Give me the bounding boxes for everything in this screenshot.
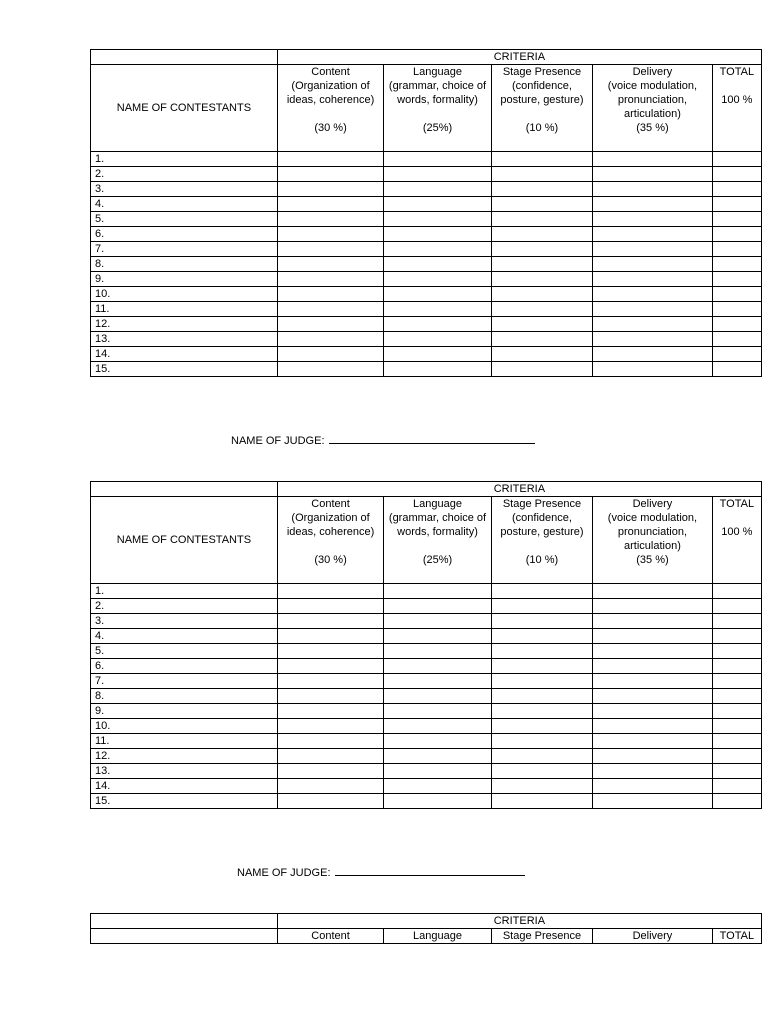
content-score-cell[interactable] (277, 584, 383, 599)
contestant-row (91, 599, 762, 614)
total-score-cell[interactable] (712, 734, 761, 749)
stage-score-cell[interactable] (491, 152, 592, 167)
contestant-row (91, 614, 762, 629)
language-header (384, 65, 491, 152)
language-score-cell[interactable] (384, 197, 491, 212)
stage-score-cell[interactable] (491, 287, 592, 302)
total-title: TOTAL (712, 929, 761, 944)
total-score-cell[interactable] (712, 167, 761, 182)
judge-label: NAME OF JUDGE: (231, 435, 325, 447)
language-score-cell[interactable] (384, 317, 491, 332)
contestant-row (91, 332, 762, 347)
total-score-cell[interactable] (712, 749, 761, 764)
score-sheet-1 (90, 49, 762, 377)
contestant-row (91, 227, 762, 242)
contestant-row (91, 584, 762, 599)
stage-score-cell[interactable] (491, 257, 592, 272)
delivery-title: Delivery (632, 66, 673, 78)
language-score-cell[interactable] (384, 599, 491, 614)
contestant-name-cell[interactable]: 6. (91, 659, 278, 674)
contestant-row (91, 317, 762, 332)
total-score-cell[interactable] (712, 704, 761, 719)
delivery-score-cell[interactable] (593, 227, 713, 242)
language-score-cell[interactable] (384, 332, 491, 347)
stage-score-cell[interactable] (491, 362, 592, 377)
contestant-row (91, 167, 762, 182)
total-score-cell[interactable] (712, 794, 761, 809)
language-title: Language (384, 929, 491, 944)
language-score-cell[interactable] (384, 167, 491, 182)
delivery-desc: (voice modulation, pronunciation, articulation) (607, 80, 698, 120)
contestant-row (91, 629, 762, 644)
delivery-score-cell[interactable] (593, 317, 713, 332)
language-score-cell[interactable] (384, 272, 491, 287)
contestant-name-cell[interactable]: 13. (91, 764, 278, 779)
content-score-cell[interactable] (277, 719, 383, 734)
stage-score-cell[interactable] (491, 794, 592, 809)
contestant-row (91, 257, 762, 272)
content-desc: (Organization of ideas, coherence) (286, 512, 375, 538)
total-score-cell[interactable] (712, 197, 761, 212)
language-score-cell[interactable] (384, 629, 491, 644)
contestant-row (91, 719, 762, 734)
stage-score-cell[interactable] (491, 734, 592, 749)
language-score-cell[interactable] (384, 212, 491, 227)
content-score-cell[interactable] (277, 332, 383, 347)
total-title: TOTAL (719, 66, 755, 78)
total-score-cell[interactable] (712, 227, 761, 242)
content-score-cell[interactable] (277, 629, 383, 644)
content-title: Content (277, 929, 383, 944)
criteria-heading: CRITERIA (277, 50, 761, 65)
contestant-row (91, 704, 762, 719)
language-score-cell[interactable] (384, 689, 491, 704)
stage-score-cell[interactable] (491, 167, 592, 182)
language-title: Language (413, 66, 462, 78)
contestant-name-header: NAME OF CONTESTANTS (91, 497, 278, 584)
content-score-cell[interactable] (277, 689, 383, 704)
contestant-name-cell[interactable]: 8. (91, 257, 278, 272)
language-score-cell[interactable] (384, 734, 491, 749)
delivery-score-cell[interactable] (593, 764, 713, 779)
stage-score-cell[interactable] (491, 302, 592, 317)
total-score-cell[interactable] (712, 317, 761, 332)
delivery-score-cell[interactable] (593, 332, 713, 347)
contestant-name-cell[interactable]: 9. (91, 704, 278, 719)
contestant-row (91, 689, 762, 704)
total-score-cell[interactable] (712, 287, 761, 302)
language-score-cell[interactable] (384, 227, 491, 242)
language-score-cell[interactable] (384, 362, 491, 377)
delivery-pct: (35 %) (636, 554, 669, 566)
language-score-cell[interactable] (384, 644, 491, 659)
contestant-name-header: NAME OF CONTESTANTS (91, 65, 278, 152)
delivery-score-cell[interactable] (593, 779, 713, 794)
delivery-score-cell[interactable] (593, 272, 713, 287)
stage-score-cell[interactable] (491, 629, 592, 644)
content-header (277, 65, 383, 152)
score-sheet-3 (90, 913, 762, 944)
content-score-cell[interactable] (277, 644, 383, 659)
content-header (277, 497, 383, 584)
contestant-row (91, 362, 762, 377)
stage-score-cell[interactable] (491, 242, 592, 257)
total-score-cell[interactable] (712, 257, 761, 272)
delivery-score-cell[interactable] (593, 362, 713, 377)
stage-desc: (confidence, posture, gesture) (500, 512, 584, 538)
stage-score-cell[interactable] (491, 584, 592, 599)
contestant-name-cell[interactable]: 6. (91, 227, 278, 242)
stage-score-cell[interactable] (491, 347, 592, 362)
delivery-score-cell[interactable] (593, 584, 713, 599)
content-score-cell[interactable] (277, 704, 383, 719)
contestant-name-cell[interactable]: 5. (91, 644, 278, 659)
blank-cell (91, 482, 278, 497)
content-score-cell[interactable] (277, 167, 383, 182)
language-pct: (25%) (422, 122, 453, 134)
stage-score-cell[interactable] (491, 227, 592, 242)
contestant-name-cell[interactable]: 10. (91, 287, 278, 302)
stage-score-cell[interactable] (491, 317, 592, 332)
criteria-heading: CRITERIA (277, 482, 761, 497)
content-score-cell[interactable] (277, 794, 383, 809)
stage-score-cell[interactable] (491, 674, 592, 689)
contestant-row (91, 182, 762, 197)
stage-score-cell[interactable] (491, 599, 592, 614)
stage-header (491, 497, 592, 584)
contestant-row (91, 734, 762, 749)
content-score-cell[interactable] (277, 302, 383, 317)
delivery-title: Delivery (632, 498, 673, 510)
delivery-score-cell[interactable] (593, 794, 713, 809)
criteria-heading: CRITERIA (277, 914, 761, 929)
stage-pct: (10 %) (525, 554, 559, 566)
language-pct: (25%) (422, 554, 453, 566)
contestant-name-cell[interactable]: 7. (91, 674, 278, 689)
contestant-row (91, 659, 762, 674)
delivery-header (593, 497, 713, 584)
total-pct: 100 % (721, 94, 753, 106)
delivery-title: Delivery (593, 929, 713, 944)
total-header (712, 65, 761, 152)
language-score-cell[interactable] (384, 704, 491, 719)
language-score-cell[interactable] (384, 257, 491, 272)
contestant-row (91, 779, 762, 794)
content-pct: (30 %) (314, 554, 347, 566)
content-pct: (30 %) (314, 122, 347, 134)
contestant-name-cell[interactable]: 14. (91, 347, 278, 362)
content-score-cell[interactable] (277, 347, 383, 362)
stage-score-cell[interactable] (491, 779, 592, 794)
delivery-desc: (voice modulation, pronunciation, articulation) (607, 512, 698, 552)
stage-score-cell[interactable] (491, 719, 592, 734)
delivery-score-cell[interactable] (593, 659, 713, 674)
judge-name-blank[interactable] (329, 433, 535, 444)
delivery-score-cell[interactable] (593, 242, 713, 257)
delivery-score-cell[interactable] (593, 347, 713, 362)
content-score-cell[interactable] (277, 272, 383, 287)
delivery-score-cell[interactable] (593, 674, 713, 689)
language-desc: (grammar, choice of words, formality) (388, 80, 487, 106)
content-score-cell[interactable] (277, 614, 383, 629)
judge-name-blank[interactable] (335, 865, 525, 876)
contestant-row (91, 644, 762, 659)
content-score-cell[interactable] (277, 362, 383, 377)
total-score-cell[interactable] (712, 674, 761, 689)
delivery-score-cell[interactable] (593, 719, 713, 734)
stage-title: Stage Presence (502, 498, 582, 510)
contestant-name-cell[interactable]: 12. (91, 317, 278, 332)
content-score-cell[interactable] (277, 659, 383, 674)
content-score-cell[interactable] (277, 749, 383, 764)
stage-desc: (confidence, posture, gesture) (500, 80, 584, 106)
total-score-cell[interactable] (712, 599, 761, 614)
delivery-score-cell[interactable] (593, 749, 713, 764)
delivery-score-cell[interactable] (593, 689, 713, 704)
contestant-name-cell[interactable]: 8. (91, 689, 278, 704)
delivery-header (593, 65, 713, 152)
delivery-score-cell[interactable] (593, 287, 713, 302)
contestant-name-cell[interactable]: 13. (91, 332, 278, 347)
content-score-cell[interactable] (277, 599, 383, 614)
delivery-score-cell[interactable] (593, 704, 713, 719)
stage-score-cell[interactable] (491, 704, 592, 719)
total-score-cell[interactable] (712, 779, 761, 794)
blank-cell (91, 929, 278, 944)
stage-score-cell[interactable] (491, 764, 592, 779)
contestant-name-cell[interactable]: 10. (91, 719, 278, 734)
contestant-name-cell[interactable]: 2. (91, 599, 278, 614)
delivery-score-cell[interactable] (593, 599, 713, 614)
contestant-name-cell[interactable]: 4. (91, 197, 278, 212)
language-score-cell[interactable] (384, 287, 491, 302)
language-score-cell[interactable] (384, 152, 491, 167)
stage-score-cell[interactable] (491, 272, 592, 287)
contestant-row (91, 152, 762, 167)
contestant-name-cell[interactable]: 14. (91, 779, 278, 794)
stage-score-cell[interactable] (491, 182, 592, 197)
language-score-cell[interactable] (384, 779, 491, 794)
stage-score-cell[interactable] (491, 614, 592, 629)
contestant-name-cell[interactable]: 3. (91, 614, 278, 629)
delivery-score-cell[interactable] (593, 629, 713, 644)
total-score-cell[interactable] (712, 614, 761, 629)
blank-cell (91, 50, 278, 65)
language-score-cell[interactable] (384, 719, 491, 734)
score-sheet-2 (90, 481, 762, 809)
total-score-cell[interactable] (712, 362, 761, 377)
total-score-cell[interactable] (712, 242, 761, 257)
total-score-cell[interactable] (712, 629, 761, 644)
delivery-score-cell[interactable] (593, 212, 713, 227)
total-pct: 100 % (721, 526, 753, 538)
contestant-name-cell[interactable]: 5. (91, 212, 278, 227)
content-score-cell[interactable] (277, 242, 383, 257)
contestant-name-cell[interactable]: 1. (91, 152, 278, 167)
total-title: TOTAL (719, 498, 755, 510)
language-score-cell[interactable] (384, 182, 491, 197)
contestant-row (91, 242, 762, 257)
content-score-cell[interactable] (277, 674, 383, 689)
content-score-cell[interactable] (277, 287, 383, 302)
content-desc: (Organization of ideas, coherence) (286, 80, 375, 106)
content-score-cell[interactable] (277, 182, 383, 197)
contestant-row (91, 287, 762, 302)
contestant-name-cell[interactable]: 7. (91, 242, 278, 257)
content-score-cell[interactable] (277, 152, 383, 167)
delivery-score-cell[interactable] (593, 257, 713, 272)
content-score-cell[interactable] (277, 734, 383, 749)
content-score-cell[interactable] (277, 197, 383, 212)
contestant-name-cell[interactable]: 2. (91, 167, 278, 182)
stage-score-cell[interactable] (491, 749, 592, 764)
language-header (384, 497, 491, 584)
total-score-cell[interactable] (712, 347, 761, 362)
content-score-cell[interactable] (277, 779, 383, 794)
total-score-cell[interactable] (712, 272, 761, 287)
delivery-score-cell[interactable] (593, 152, 713, 167)
delivery-score-cell[interactable] (593, 644, 713, 659)
language-score-cell[interactable] (384, 347, 491, 362)
contestant-row (91, 197, 762, 212)
contestant-name-cell[interactable]: 11. (91, 734, 278, 749)
language-score-cell[interactable] (384, 584, 491, 599)
contestant-row (91, 272, 762, 287)
contestant-row (91, 347, 762, 362)
stage-header (491, 65, 592, 152)
language-desc: (grammar, choice of words, formality) (388, 512, 487, 538)
language-title: Language (413, 498, 462, 510)
language-score-cell[interactable] (384, 794, 491, 809)
language-score-cell[interactable] (384, 674, 491, 689)
total-score-cell[interactable] (712, 212, 761, 227)
total-score-cell[interactable] (712, 764, 761, 779)
language-score-cell[interactable] (384, 764, 491, 779)
contestant-name-cell[interactable]: 3. (91, 182, 278, 197)
language-score-cell[interactable] (384, 614, 491, 629)
contestant-name-cell[interactable]: 15. (91, 794, 278, 809)
contestant-name-cell[interactable]: 4. (91, 629, 278, 644)
total-header (712, 497, 761, 584)
delivery-score-cell[interactable] (593, 614, 713, 629)
stage-score-cell[interactable] (491, 659, 592, 674)
judge-label: NAME OF JUDGE: (237, 867, 331, 879)
content-score-cell[interactable] (277, 317, 383, 332)
total-score-cell[interactable] (712, 152, 761, 167)
language-score-cell[interactable] (384, 242, 491, 257)
stage-score-cell[interactable] (491, 212, 592, 227)
contestant-name-cell[interactable]: 12. (91, 749, 278, 764)
content-score-cell[interactable] (277, 257, 383, 272)
stage-score-cell[interactable] (491, 689, 592, 704)
total-score-cell[interactable] (712, 584, 761, 599)
contestant-row (91, 764, 762, 779)
total-score-cell[interactable] (712, 659, 761, 674)
delivery-score-cell[interactable] (593, 734, 713, 749)
total-score-cell[interactable] (712, 332, 761, 347)
stage-score-cell[interactable] (491, 332, 592, 347)
stage-title: Stage Presence (491, 929, 592, 944)
contestant-name-cell[interactable]: 11. (91, 302, 278, 317)
contestant-row (91, 749, 762, 764)
total-score-cell[interactable] (712, 719, 761, 734)
total-score-cell[interactable] (712, 644, 761, 659)
stage-score-cell[interactable] (491, 197, 592, 212)
language-score-cell[interactable] (384, 749, 491, 764)
content-score-cell[interactable] (277, 764, 383, 779)
total-score-cell[interactable] (712, 689, 761, 704)
delivery-score-cell[interactable] (593, 197, 713, 212)
delivery-score-cell[interactable] (593, 167, 713, 182)
contestant-row (91, 302, 762, 317)
total-score-cell[interactable] (712, 302, 761, 317)
total-score-cell[interactable] (712, 182, 761, 197)
content-score-cell[interactable] (277, 227, 383, 242)
contestant-row (91, 794, 762, 809)
language-score-cell[interactable] (384, 659, 491, 674)
delivery-pct: (35 %) (636, 122, 669, 134)
delivery-score-cell[interactable] (593, 182, 713, 197)
language-score-cell[interactable] (384, 302, 491, 317)
content-score-cell[interactable] (277, 212, 383, 227)
contestant-row (91, 674, 762, 689)
contestant-name-cell[interactable]: 1. (91, 584, 278, 599)
judge-line-2 (237, 865, 525, 879)
contestant-name-cell[interactable]: 9. (91, 272, 278, 287)
content-title: Content (311, 66, 350, 78)
blank-cell (91, 914, 278, 929)
contestant-name-cell[interactable]: 15. (91, 362, 278, 377)
stage-score-cell[interactable] (491, 644, 592, 659)
delivery-score-cell[interactable] (593, 302, 713, 317)
stage-title: Stage Presence (502, 66, 582, 78)
stage-pct: (10 %) (525, 122, 559, 134)
judge-line-1 (231, 433, 535, 447)
contestant-row (91, 212, 762, 227)
content-title: Content (311, 498, 350, 510)
